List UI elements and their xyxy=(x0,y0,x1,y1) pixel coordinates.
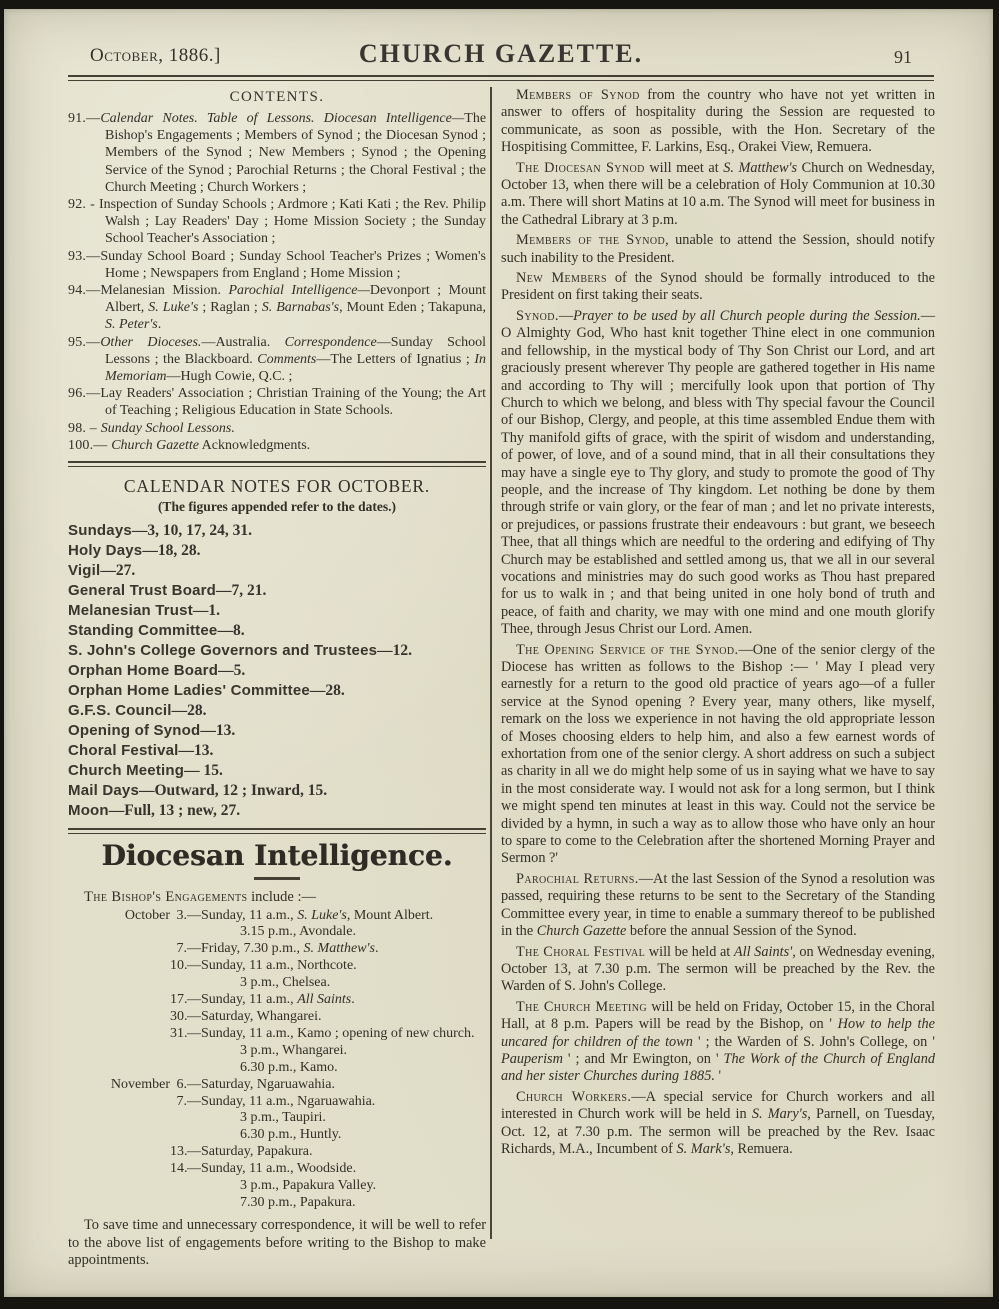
calendar-item-value: —13. xyxy=(200,722,236,740)
engagement-line xyxy=(68,1161,486,1178)
text-segment: S. Luke's xyxy=(148,300,199,316)
calendar-item xyxy=(68,761,486,781)
scanned-page xyxy=(4,9,993,1297)
text-segment: include :— xyxy=(247,888,316,905)
calendar-item-label: Moon xyxy=(68,802,109,820)
engagement-time-line xyxy=(68,1110,486,1127)
page-header xyxy=(68,39,934,73)
calendar-item-value: —5. xyxy=(218,662,246,680)
engagement-text xyxy=(187,958,486,975)
engagement-day: 13. xyxy=(170,1144,188,1160)
engagement-time-line xyxy=(68,1043,486,1060)
text-segment: of the Synod should be formally introduced to the President on first taking their seats. xyxy=(501,270,935,304)
text-segment: S. Matthew's xyxy=(723,159,798,176)
calendar-item-value: —3, 10, 17, 24, 31. xyxy=(131,522,253,540)
contents-bottom-rule xyxy=(68,461,486,467)
text-segment: Lay Readers' Association ; Christian Training of the Young; the Art of Teaching ; Religious Education in State Schools. xyxy=(100,386,486,419)
calendar-item xyxy=(68,801,486,821)
text-segment: Other Dioceses. xyxy=(100,334,202,350)
text-segment: S. Luke's xyxy=(297,907,347,923)
text-segment: —Sunday School Lessons ; the Blackboard. xyxy=(105,334,487,367)
articles xyxy=(501,87,935,1158)
engagement-line xyxy=(68,1144,486,1161)
calendar-item xyxy=(68,541,486,561)
engagement-lines xyxy=(68,908,486,1212)
text-segment: Devonport ; Mount Albert, xyxy=(105,283,486,316)
engagement-text xyxy=(187,1009,486,1026)
text-segment: —One of the senior clergy of the Diocese has written as follows to the Bishop :— ' May I plead very earnestly for a return to the good old practice of years ago—of a fuller service at the Synod opening ? Every year, many others, like myself, remark on the loss we experience in not having the old appropriate lesson of Moses choosing elders to help him, and also a few earnest words of exhortation from one of the senior clergy. A short address on such a subject as charity in all we do might help some of us in saying what we have to say in the most considerate way. I would not ask for a long sermon, but I think we might spend ten minutes at least in this way. Could not the service be divided by a hymn, in such a way as to allow those who have only an hour to spare to come to the Celebration after the shortened Morning Prayer and Sermon ?' xyxy=(501,641,935,867)
engagement-month: November xyxy=(110,1076,170,1092)
left-column xyxy=(68,87,486,1270)
text-segment: S. Mary's xyxy=(751,1106,808,1123)
calendar-item-value: —1. xyxy=(192,602,221,620)
text-segment: —Hugh Cowie, Q.C. ; xyxy=(166,369,293,385)
text-segment: 3 p.m., Chelsea. xyxy=(240,975,331,991)
calendar-item-value: —18, 28. xyxy=(142,542,201,560)
calendar-item xyxy=(68,721,486,741)
diocesan-top-rule xyxy=(68,828,486,834)
paragraph xyxy=(501,944,935,996)
contents-entry-number: 93.— xyxy=(68,248,101,264)
paragraph xyxy=(501,642,935,868)
calendar-item xyxy=(68,701,486,721)
text-segment: Parochial Intelligence— xyxy=(228,283,370,299)
diocesan-short-rule xyxy=(254,877,300,880)
calendar-subheading: (The figures appended refer to the dates.) xyxy=(157,499,397,515)
engagement-time-line xyxy=(68,1195,486,1212)
calendar-item-label: Opening of Synod xyxy=(68,722,201,740)
diocesan-intelligence-heading: Diocesan Intelligence. xyxy=(101,839,453,873)
engagement-line xyxy=(68,1077,486,1094)
text-segment: The Church Meeting xyxy=(516,998,648,1015)
text-segment: S. Matthew's xyxy=(303,941,375,957)
engagement-month: October xyxy=(124,907,170,923)
calendar-item-label: General Trust Board xyxy=(68,582,217,600)
engagement-time-line xyxy=(68,924,486,941)
text-segment: , Mount Eden ; Takapuna, xyxy=(339,300,487,316)
text-segment: —Sunday, 11 a.m., Woodside. xyxy=(187,1161,357,1177)
calendar-item xyxy=(68,681,486,701)
text-segment: —Sunday, 11 a.m., xyxy=(187,992,298,1008)
contents-entries xyxy=(68,110,486,454)
text-segment: before the annual Session of the Synod. xyxy=(626,923,857,940)
masthead-title: CHURCH GAZETTE. xyxy=(358,39,644,68)
text-segment: S. Mark's xyxy=(676,1140,731,1157)
text-segment: —Saturday, Papakura. xyxy=(187,1144,313,1160)
text-segment: , on Wednesday evening, October 13, at 7.30 p.m. The sermon will be preached by the Rev. the Warden of S. John's College. xyxy=(501,943,935,995)
engagement-line xyxy=(68,992,486,1009)
text-segment: 3 p.m., Papakura Valley. xyxy=(240,1178,377,1194)
calendar-item-label: Orphan Home Ladies' Committee xyxy=(68,682,310,700)
engagement-month xyxy=(68,941,170,958)
engagements-intro xyxy=(68,889,486,906)
paragraph xyxy=(501,160,935,230)
calendar-item-value: —7, 21. xyxy=(216,582,267,600)
contents-entry-number: 100.— xyxy=(68,437,112,453)
calendar-item-label: Melanesian Trust xyxy=(68,602,193,620)
text-segment: Melanesian Mission. xyxy=(100,283,229,299)
text-segment: Synod. xyxy=(516,307,559,324)
text-segment: How to help the uncared for children of the town xyxy=(501,1016,935,1050)
text-segment: Correspondence xyxy=(284,334,377,350)
engagement-text xyxy=(187,1077,486,1094)
text-segment: S. Barnabas's xyxy=(261,300,340,316)
calendar-item xyxy=(68,661,486,681)
engagement-text xyxy=(187,908,486,925)
right-column xyxy=(501,87,935,1161)
text-segment: —Sunday, 11 a.m., xyxy=(187,907,298,923)
contents-entry xyxy=(68,110,486,196)
text-segment: 7.30 p.m., Papakura. xyxy=(240,1194,356,1210)
text-segment: The Bishop's Engagements ; Members of Synod ; the Diocesan Synod ; Members of the Synod ; New Members ; Synod ; the Opening Service of the Synod ; Parochial Returns ; the Choral Festival ; the Church Meeting ; Church Workers ; xyxy=(105,111,487,195)
calendar-item-value: — 15. xyxy=(184,762,223,780)
paragraph xyxy=(501,308,935,639)
paragraph xyxy=(501,1089,935,1159)
text-segment: Acknowledgments. xyxy=(198,437,311,453)
contents-entry-number: 95.— xyxy=(68,334,101,350)
contents-heading: CONTENTS. xyxy=(229,89,325,105)
text-segment: — xyxy=(558,307,574,324)
engagement-text xyxy=(187,941,486,958)
page-number: 91 xyxy=(894,47,912,67)
text-segment: —Sunday, 11 a.m., Kamo ; opening of new church. xyxy=(187,1025,475,1041)
contents-entry xyxy=(68,196,486,248)
text-segment: —O Almighty God, Who hast knit together Thine elect in one communion and fellowship, in the mystical body of Thy Son Christ our Lord, and art graciously present wherever Thy people are gathered together in His name and according to Thy will ; mercifully look upon that portion of Thy Church to which we belong, and bless with Thy special favour the Council of our Bishop, Clergy, and people, at this time assembled Endue them with Thy manifold gifts of grace, with the spirit of wisdom and understanding, of power, of love, and of a sound mind, that in all their consultations they may have a single eye to Thy glory, and study to promote the good of Thy people, and the increase of Thy kingdom. Let nothing be done by them through strife or vain glory, or the fear of man ; and let no private interests, or prejudices, or passions frustrate their endeavours : but grant, we beseech Thee, that all things which are needful to the ordering and edifying of Thy Church may be established and settled among us, that we all in our several vocations and ministries may do such good works as Thou hast prepared for us to walk in ; and that being united in one holy bond of truth and peace, of faith and charity, we may with one mind and one mouth glorify Thee, through Jesus Christ our Lord. Amen. xyxy=(501,307,935,638)
engagement-text xyxy=(187,992,486,1009)
issue-date: October, 1886.] xyxy=(90,45,221,66)
column-divider-rule xyxy=(490,87,492,1239)
text-segment: Sunday School Board ; Sunday School Teacher's Prizes ; Women's Home ; Newspapers from England ; Home Mission ; xyxy=(100,248,486,281)
text-segment: All Saints xyxy=(297,992,352,1008)
calendar-item-label: Mail Days xyxy=(68,782,139,800)
engagement-text xyxy=(187,1094,486,1111)
calendar-item-value: —8. xyxy=(217,622,245,640)
engagement-month xyxy=(68,1009,170,1026)
calendar-heading: CALENDAR NOTES FOR OCTOBER. xyxy=(123,476,431,497)
header-rule xyxy=(68,75,934,81)
text-segment: Parochial Returns. xyxy=(516,870,639,887)
engagement-line xyxy=(68,1009,486,1026)
text-segment: The Diocesan Synod xyxy=(516,159,645,176)
contents-entry-number: 92. - xyxy=(68,197,99,213)
engagement-line xyxy=(68,1094,486,1111)
text-segment: The Choral Festival xyxy=(516,943,646,960)
text-segment: The Opening Service of the Synod. xyxy=(516,641,739,658)
text-segment: 6.30 p.m., Huntly. xyxy=(240,1127,342,1143)
engagement-day: 3. xyxy=(176,907,187,923)
engagement-time-line xyxy=(68,1178,486,1195)
text-segment: Church on Wednesday, October 13, when there will be a celebration of Holy Communion at 10.30 a.m. There will short Matins at 10 a.m. The Synod will meet for business in the Cathedral Library at 3 p.m. xyxy=(501,159,935,228)
engagement-text xyxy=(187,1026,486,1043)
text-segment: , Mount Albert. xyxy=(346,907,434,923)
engagement-line xyxy=(68,941,486,958)
engagement-line xyxy=(68,1026,486,1043)
text-segment: Table of Lessons. xyxy=(206,111,315,126)
text-segment: Calendar Notes. xyxy=(100,111,198,126)
contents-entry xyxy=(68,282,486,334)
text-segment xyxy=(198,111,207,126)
contents-entry xyxy=(68,248,486,282)
engagement-day: 31. xyxy=(170,1025,188,1041)
text-segment: —Friday, 7.30 p.m., xyxy=(187,941,304,957)
calendar-item xyxy=(68,601,486,621)
paragraph xyxy=(501,87,935,157)
calendar-item xyxy=(68,581,486,601)
calendar-item-value: —12. xyxy=(377,642,413,660)
calendar-item-value: —27. xyxy=(100,562,136,580)
calendar-items xyxy=(68,521,486,821)
text-segment: —Sunday, 11 a.m., Ngaruawahia. xyxy=(187,1093,376,1109)
text-segment xyxy=(315,111,324,126)
text-segment: —Sunday, 11 a.m., Northcote. xyxy=(187,958,357,974)
engagement-day: 6. xyxy=(176,1076,187,1092)
paragraph xyxy=(501,999,935,1086)
paragraph xyxy=(501,232,935,267)
text-segment: The Work of the Church of England and her sister Churches during 1885. xyxy=(501,1050,935,1085)
text-segment: 3 p.m., Whangarei. xyxy=(240,1042,348,1058)
calendar-item xyxy=(68,641,486,661)
text-segment: , unable to attend the Session, should notify such inability to the President. xyxy=(501,232,935,266)
text-segment: New Members xyxy=(516,270,607,287)
text-segment: . xyxy=(157,317,162,333)
contents-entry xyxy=(68,437,486,454)
text-segment: Church Gazette xyxy=(536,923,627,940)
text-segment: Comments xyxy=(257,351,317,367)
calendar-item-value: —13. xyxy=(178,742,214,760)
text-segment: ' ; and Mr Ewington, on ' xyxy=(562,1050,724,1067)
text-segment: S. Peter's xyxy=(105,317,158,333)
text-segment: Members of Synod xyxy=(516,87,640,103)
engagement-text xyxy=(187,1144,486,1161)
text-segment: In Memoriam xyxy=(105,351,487,385)
contents-entry-number: 94.— xyxy=(68,283,101,299)
text-segment: ; Raglan ; xyxy=(198,300,262,316)
engagement-day: 14. xyxy=(170,1161,188,1177)
calendar-item xyxy=(68,561,486,581)
text-segment: Sunday School Lessons. xyxy=(100,420,235,436)
text-segment: —Saturday, Whangarei. xyxy=(187,1009,322,1024)
calendar-item-value: —28. xyxy=(171,702,207,720)
paragraph xyxy=(501,270,935,305)
text-segment: from the country who have not yet written in answer to offers of hospitality during the Session are requested to communicate, as soon as possible, with the Hon. Secretary of the Hospitising Committee, F. Larkins, Esq., Orakei View, Remuera. xyxy=(501,87,935,156)
engagement-month xyxy=(68,1161,170,1178)
text-segment: will be held at xyxy=(645,943,734,960)
engagement-day: 10. xyxy=(170,958,188,974)
calendar-item-label: S. John's College Governors and Trustees xyxy=(68,642,378,660)
text-segment: Church Workers. xyxy=(516,1088,632,1105)
calendar-item xyxy=(68,741,486,761)
calendar-item xyxy=(68,521,486,541)
text-segment: , Remuera. xyxy=(730,1140,793,1157)
text-segment: 3 p.m., Taupiri. xyxy=(240,1110,326,1126)
text-segment: Church Gazette xyxy=(111,437,199,453)
text-segment: , Parnell, on Tuesday, Oct. 12, at 7.30 p.m. The sermon will be preached by the Rev. Isaac Richards, M.A., Incumbent of xyxy=(501,1106,936,1157)
calendar-item-label: Orphan Home Board xyxy=(68,662,219,680)
engagement-month xyxy=(68,992,170,1009)
text-segment: —Australia. xyxy=(201,334,285,350)
contents-entry xyxy=(68,385,486,419)
calendar-item-label: Choral Festival xyxy=(68,742,179,760)
paragraph xyxy=(501,871,935,941)
engagements-footnote: To save time and unnecessary correspondence, it will be well to refer to the above list of engagements before writing to the Bishop to make appointments. xyxy=(68,1216,486,1269)
engagement-time-line xyxy=(68,975,486,992)
text-segment: —The Letters of Ignatius ; xyxy=(316,351,475,367)
calendar-item xyxy=(68,781,486,801)
text-segment: ' ; the Warden of S. John's College, on ' xyxy=(692,1033,935,1050)
engagement-text xyxy=(187,1161,486,1178)
contents-entry-number: 98. – xyxy=(68,420,101,436)
contents-entry xyxy=(68,334,486,386)
text-segment: . xyxy=(374,941,379,957)
text-segment: All Saints' xyxy=(733,943,793,960)
text-segment: 6.30 p.m., Kamo. xyxy=(240,1059,338,1075)
engagement-day: 7. xyxy=(176,941,187,957)
engagement-month xyxy=(68,1026,170,1043)
text-segment: Members of the Synod xyxy=(516,232,666,249)
calendar-item-label: Sundays xyxy=(68,522,132,540)
text-segment: —At the last Session of the Synod a resolution was passed, requiring these returns to be sent to the Secretary of the Standing Committee every year, in time to enable a summary thereof to be published in the xyxy=(501,870,935,940)
calendar-item-label: G.F.S. Council xyxy=(68,702,172,720)
contents-entry-number: 91.— xyxy=(68,111,101,126)
text-segment: Inspection of Sunday Schools ; Ardmore ; Kati Kati ; the Rev. Philip Walsh ; Lay Readers' Day ; Home Mission Society ; the Sunday School Teacher's Association ; xyxy=(98,197,486,247)
text-segment: will meet at xyxy=(644,159,724,176)
engagement-month xyxy=(68,958,170,975)
text-segment: will be held on Friday, October 15, in the Choral Hall, at 8 p.m. Papers will be read by the Bishop, on ' xyxy=(501,998,936,1033)
engagement-time-line xyxy=(68,1127,486,1144)
calendar-item-label: Standing Committee xyxy=(68,622,218,640)
engagement-day: 17. xyxy=(170,992,188,1008)
engagement-line xyxy=(68,908,486,925)
engagement-month xyxy=(68,1144,170,1161)
calendar-item-label: Vigil xyxy=(68,562,101,580)
text-segment: Pauperism xyxy=(501,1050,563,1067)
contents-entry xyxy=(68,420,486,437)
calendar-item-value: —28. xyxy=(309,682,345,700)
engagement-day: 7. xyxy=(176,1093,187,1109)
engagement-day: 30. xyxy=(170,1009,188,1024)
text-segment: —Saturday, Ngaruawahia. xyxy=(187,1076,335,1092)
calendar-item-value: —Outward, 12 ; Inward, 15. xyxy=(139,782,328,800)
engagement-line xyxy=(68,958,486,975)
text-segment: ' xyxy=(714,1068,722,1085)
text-segment: Prayer to be used by all Church people during the Session. xyxy=(573,307,921,324)
text-segment: The Bishop's Engagements xyxy=(84,888,248,905)
engagement-month xyxy=(68,1094,170,1111)
text-segment: Diocesan Intelligence— xyxy=(323,111,465,126)
text-segment: . xyxy=(351,992,355,1008)
calendar-item-label: Holy Days xyxy=(68,542,143,560)
contents-entry-number: 96.— xyxy=(68,386,101,402)
calendar-item xyxy=(68,621,486,641)
engagement-time-line xyxy=(68,1060,486,1077)
calendar-item-label: Church Meeting xyxy=(68,762,185,780)
text-segment: —A special service for Church workers and all interested in Church work will be held in xyxy=(501,1088,935,1123)
text-segment: 3.15 p.m., Avondale. xyxy=(240,924,357,940)
calendar-item-value: —Full, 13 ; new, 27. xyxy=(108,802,241,820)
